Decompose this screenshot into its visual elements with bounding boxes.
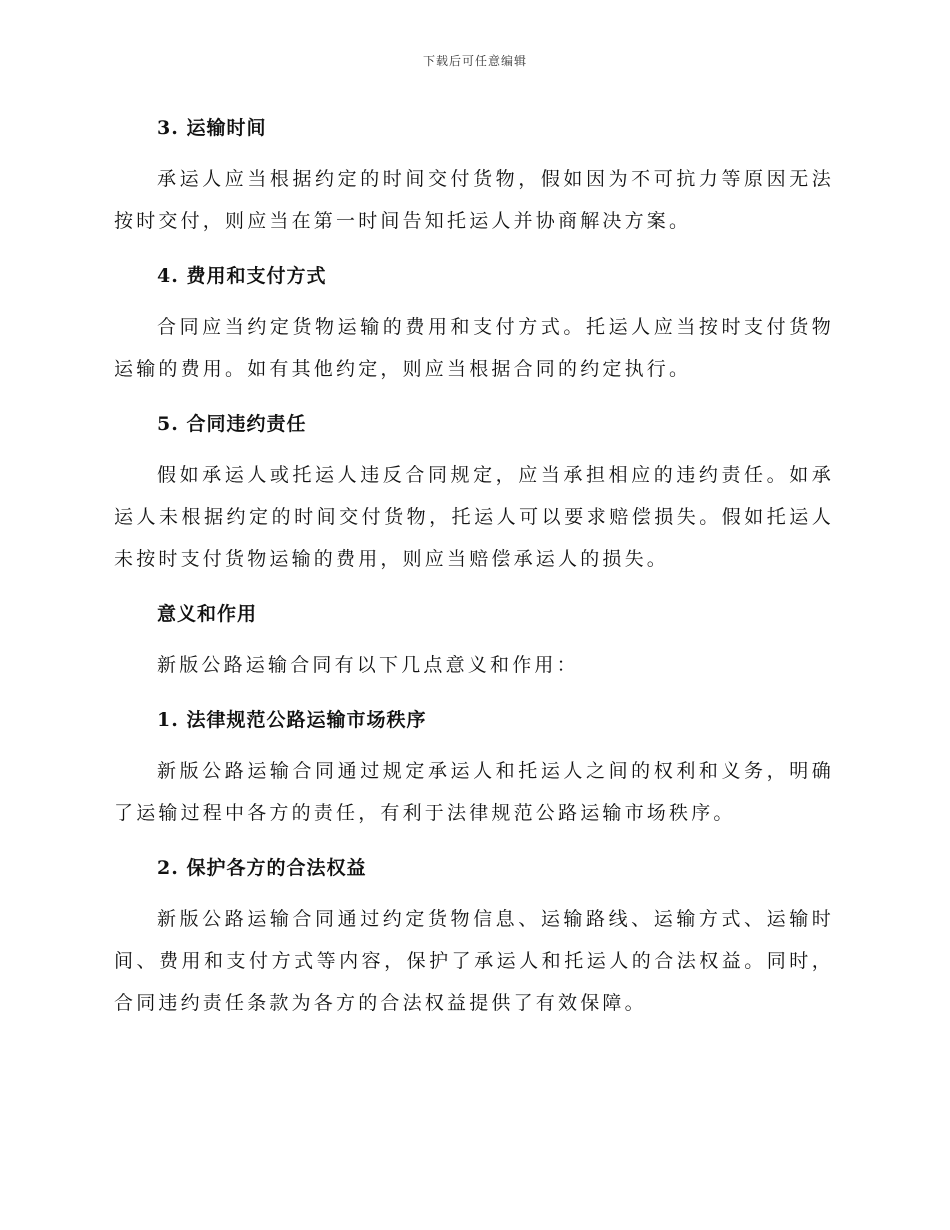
section-heading-transport-time: 3. 运输时间 — [157, 117, 267, 139]
section-heading-breach-liability: 5. 合同违约责任 — [157, 413, 307, 435]
section-heading-fees-payment: 4. 费用和支付方式 — [157, 265, 327, 287]
section-heading-significance: 意义和作用 — [157, 603, 258, 625]
section-body-fees-payment: 合同应当约定货物运输的费用和支付方式。托运人应当按时支付货物运输的费用。如有其他约定，则应当根据合同的约定执行。 — [114, 316, 834, 380]
section-body-significance: 新版公路运输合同有以下几点意义和作用： — [157, 654, 579, 676]
section-body-breach-liability: 假如承运人或托运人违反合同规定，应当承担相应的违约责任。如承运人未根据约定的时间交付货物，托运人可以要求赔偿损失。假如托运人未按时支付货物运输的费用，则应当赔偿承运人的损失。 — [114, 464, 834, 570]
section-body-legal-rights: 新版公路运输合同通过约定货物信息、运输路线、运输方式、运输时间、费用和支付方式等内容，保护了承运人和托运人的合法权益。同时，合同违约责任条款为各方的合法权益提供了有效保障。 — [114, 908, 834, 1014]
document-body — [114, 110, 834, 1024]
page-header: 下载后可任意编辑 — [422, 54, 527, 68]
section-body-transport-time: 承运人应当根据约定的时间交付货物，假如因为不可抗力等原因无法按时交付，则应当在第一时间告知托运人并协商解决方案。 — [114, 168, 834, 232]
section-heading-market-order: 1. 法律规范公路运输市场秩序 — [157, 709, 427, 731]
section-heading-legal-rights: 2. 保护各方的合法权益 — [157, 857, 367, 879]
section-body-market-order: 新版公路运输合同通过规定承运人和托运人之间的权利和义务，明确了运输过程中各方的责任，有利于法律规范公路运输市场秩序。 — [114, 760, 834, 824]
